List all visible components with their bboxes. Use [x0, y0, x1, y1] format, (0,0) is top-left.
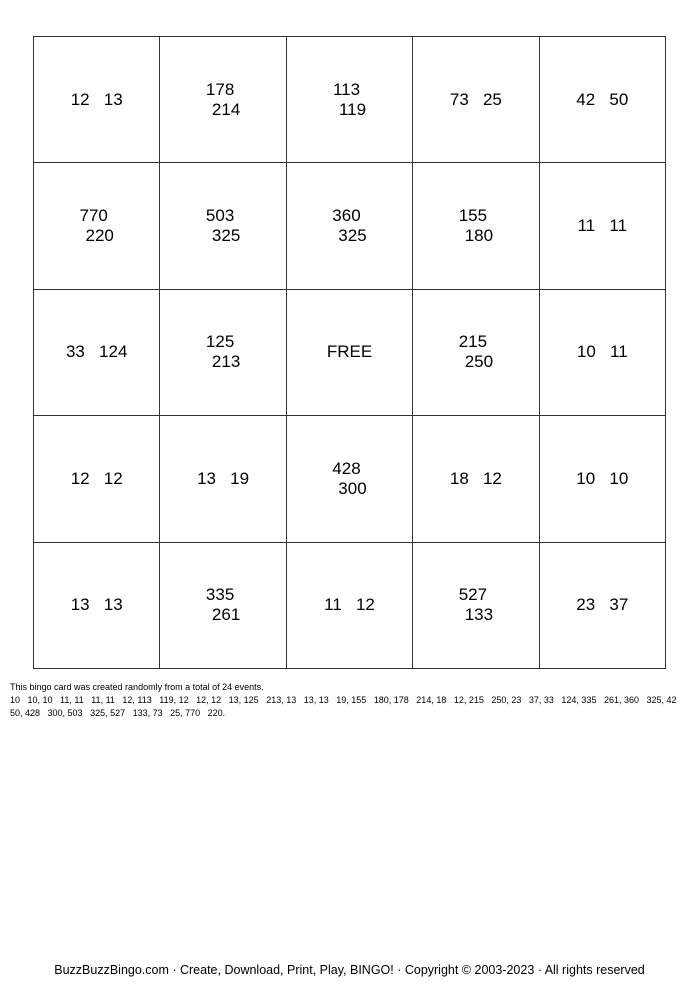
cell-text: 325	[338, 226, 367, 246]
footer: BuzzBuzzBingo.com · Create, Download, Print, Play, BINGO! · Copyright © 2003-2023 · All rights reserved	[54, 963, 645, 977]
bingo-cell	[160, 163, 286, 289]
bingo-cell	[34, 416, 160, 542]
cell-text: 214	[211, 99, 241, 119]
bingo-cell	[540, 163, 666, 289]
cell-text: 18 12	[449, 468, 502, 488]
cell-text: 13 19	[197, 468, 250, 488]
bingo-cell	[34, 163, 160, 289]
cell-text: 73 25	[449, 89, 502, 109]
cell-text: 503	[205, 206, 235, 226]
bingo-cell	[160, 543, 286, 669]
cell-text: 178	[205, 79, 235, 99]
bingo-cell	[413, 163, 539, 289]
cell-text: 213	[211, 352, 241, 372]
cell-text: 119	[338, 99, 367, 119]
cell-text: 250	[464, 352, 494, 372]
cell-text: FREE	[326, 342, 373, 362]
bingo-cell	[34, 37, 160, 163]
cell-text: 12 12	[70, 468, 123, 488]
bingo-cell	[287, 163, 413, 289]
cell-text: 770	[79, 206, 108, 226]
card-note	[10, 681, 690, 720]
cell-text: 261	[211, 605, 241, 625]
bingo-cell	[287, 37, 413, 163]
bingo-cell	[160, 290, 286, 416]
cell-text: 155	[458, 206, 488, 226]
bingo-cell	[413, 37, 539, 163]
cell-text: 11 11	[577, 216, 628, 236]
cell-text: 10 10	[576, 468, 629, 488]
bingo-cell	[540, 290, 666, 416]
bingo-cell	[540, 543, 666, 669]
bingo-cell	[540, 416, 666, 542]
cell-text: 113	[332, 79, 361, 99]
bingo-cell	[160, 37, 286, 163]
cell-text: 360	[332, 206, 361, 226]
bingo-cell	[413, 416, 539, 542]
bingo-cell	[413, 290, 539, 416]
bingo-cell	[34, 290, 160, 416]
cell-text: 527	[458, 585, 488, 605]
bingo-cell	[413, 543, 539, 669]
cell-text: 12 13	[70, 89, 123, 109]
cell-text: 42 50	[576, 89, 629, 109]
cell-text: 300	[338, 478, 367, 498]
cell-text: 215	[458, 332, 488, 352]
bingo-cell	[287, 416, 413, 542]
note-events: 10 10, 10 11, 11 11, 11 12, 113 119, 12 12, 12 13, 125 213, 13 13, 13 19, 155 180, 178 214, 18 12, 215 250, 23 37, 33 124, 335 261, 360 325, 42 50, 428 300, 503 325, 527 133, 73 25, 770 220.	[10, 695, 685, 718]
cell-text: 10 11	[576, 342, 628, 362]
bingo-cell	[160, 416, 286, 542]
cell-text: 335	[205, 585, 235, 605]
cell-text: 11 12	[324, 595, 375, 615]
cell-text: 13 13	[70, 595, 123, 615]
bingo-cell	[287, 543, 413, 669]
cell-text: 33 124	[65, 342, 128, 362]
cell-text: 133	[464, 605, 494, 625]
bingo-cell	[34, 543, 160, 669]
cell-text: 180	[464, 226, 494, 246]
cell-text: 220	[85, 226, 114, 246]
cell-text: 125	[205, 332, 235, 352]
note-intro: This bingo card was created randomly from a total of 24 events.	[10, 682, 264, 692]
cell-text: 23 37	[576, 595, 629, 615]
free-cell	[287, 290, 413, 416]
bingo-cell	[540, 37, 666, 163]
cell-text: 325	[211, 226, 241, 246]
bingo-grid	[33, 36, 666, 669]
cell-text: 428	[332, 458, 361, 478]
